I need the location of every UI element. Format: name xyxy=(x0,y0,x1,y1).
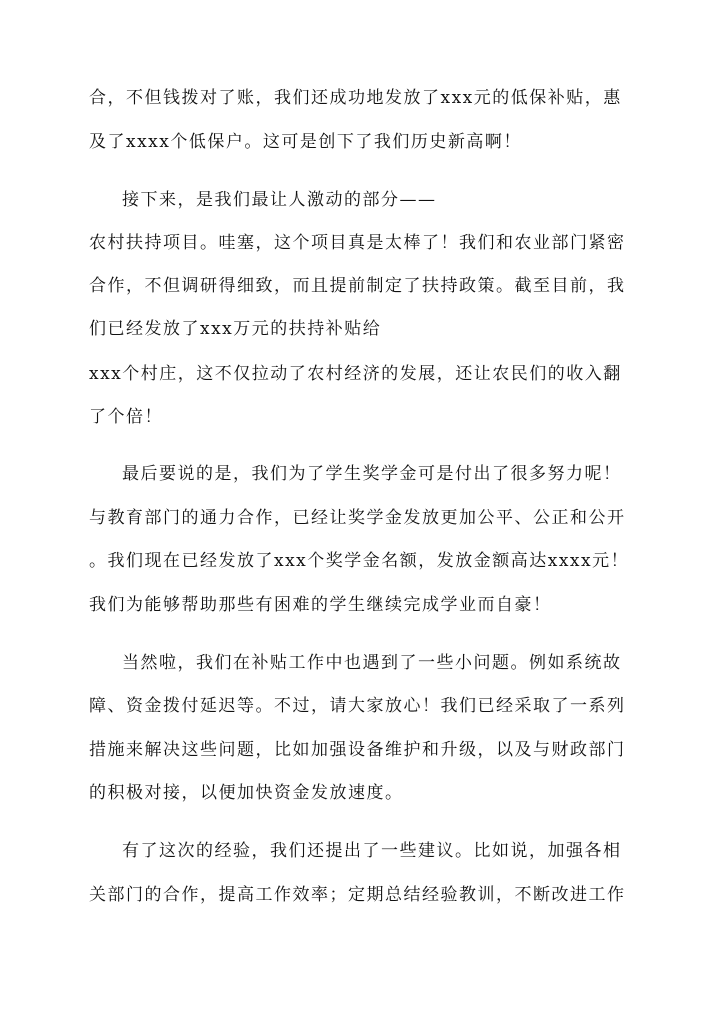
text-line: 及了xxxx个低保户。这可是创下了我们历史新高啊！ xyxy=(89,132,522,152)
text-line: 合，不但钱拨对了账，我们还成功地发放了xxx元的低保补贴，惠 xyxy=(89,88,622,108)
text-line: 与教育部门的通力合作，已经让奖学金发放更加公平、公正和公开 xyxy=(89,508,626,528)
text-line: 的积极对接，以便加快资金发放速度。 xyxy=(89,783,404,803)
text-line: xxx个村庄，这不仅拉动了农村经济的发展，还让农民们的收入翻 xyxy=(89,364,622,384)
text-line: 们已经发放了xxx万元的扶持补贴给 xyxy=(89,319,382,339)
text-line: 障、资金拨付延迟等。不过，请大家放心！我们已经采取了一系列 xyxy=(89,696,626,716)
text-line: 。我们现在已经发放了xxx个奖学金名额，发放金额高达xxxx元！ xyxy=(89,551,630,571)
text-line: 我们为能够帮助那些有困难的学生继续完成学业而自豪！ xyxy=(89,595,552,615)
paragraph-first-line: 接下来，是我们最让人激动的部分—— xyxy=(122,190,437,210)
paragraph-first-line: 有了这次的经验，我们还提出了一些建议。比如说，加强各相 xyxy=(122,841,622,861)
text-line: 了个倍！ xyxy=(89,407,163,427)
text-line: 措施来解决这些问题，比如加强设备维护和升级，以及与财政部门 xyxy=(89,740,626,760)
text-line: 关部门的合作，提高工作效率；定期总结经验教训，不断改进工作 xyxy=(89,885,626,905)
paragraph-first-line: 最后要说的是，我们为了学生奖学金可是付出了很多努力呢！ xyxy=(122,464,622,484)
text-line: 合作，不但调研得细致，而且提前制定了扶持政策。截至目前，我 xyxy=(89,276,626,296)
text-line: 农村扶持项目。哇塞，这个项目真是太棒了！我们和农业部门紧密 xyxy=(89,233,626,253)
paragraph-first-line: 当然啦，我们在补贴工作中也遇到了一些小问题。例如系统故 xyxy=(122,653,622,673)
